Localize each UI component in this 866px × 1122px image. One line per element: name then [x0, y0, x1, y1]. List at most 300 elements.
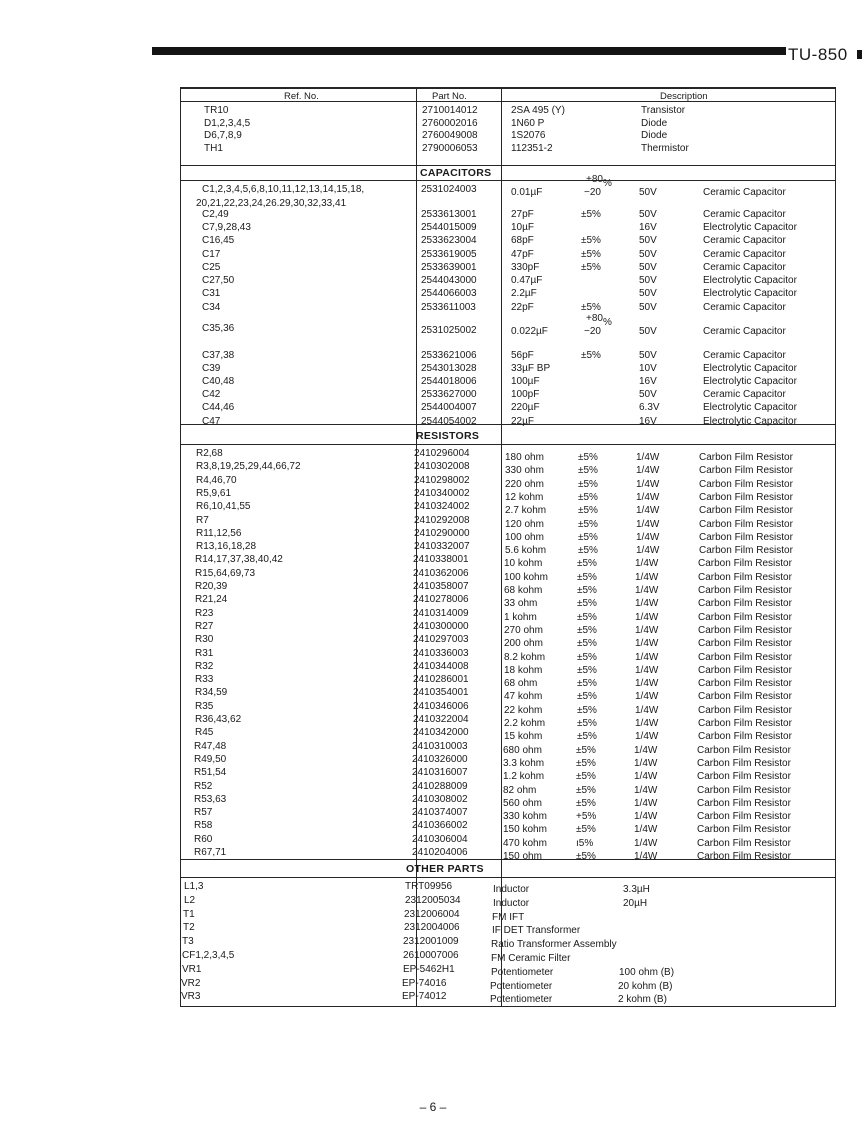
- component-value: 100µF: [511, 376, 540, 387]
- component-type: Transistor: [641, 105, 686, 116]
- table-row: [180, 234, 836, 247]
- voltage-rating: 50V: [639, 249, 657, 260]
- component-spec: 20 kohm (B): [618, 980, 673, 992]
- component-type: Carbon Film Resistor: [699, 478, 793, 490]
- component-type: Ceramic Capacitor: [703, 326, 786, 337]
- ref-no: C25: [202, 262, 221, 273]
- component-value: 47 kohm: [504, 691, 543, 703]
- part-no: 2410297003: [413, 634, 469, 646]
- component-value: 15 kohm: [504, 731, 543, 743]
- part-no: 2410362006: [413, 567, 469, 579]
- ref-no: R34,59: [195, 687, 228, 699]
- c1-ref-continuation: 20,21,22,23,24,26.29,30,32,33,41: [196, 198, 347, 209]
- part-no: 2410314009: [413, 607, 469, 619]
- ref-no: R45: [195, 727, 214, 739]
- ref-no: R52: [194, 780, 213, 792]
- wattage: 1/4W: [635, 624, 659, 636]
- tolerance: ±5%: [577, 704, 597, 716]
- component-type: Carbon Film Resistor: [697, 811, 791, 823]
- wattage: 1/4W: [635, 585, 659, 596]
- table-top-rule: [180, 87, 836, 89]
- ref-no: R5,9,61: [196, 487, 232, 499]
- table-row: [180, 633, 836, 650]
- part-no: TRT09956: [405, 881, 453, 892]
- tolerance: ±5%: [576, 771, 596, 783]
- component-type: Ceramic Capacitor: [703, 302, 786, 313]
- tolerance: ±5%: [577, 598, 597, 610]
- tolerance-percent: %: [603, 317, 612, 328]
- tolerance: ±5%: [581, 262, 601, 273]
- section-rule-other-bottom: [180, 877, 836, 878]
- ref-no: R7: [196, 514, 209, 526]
- table-row: [180, 963, 836, 976]
- table-row: [180, 313, 836, 337]
- wattage: 1/4W: [634, 837, 658, 849]
- part-no: 2410306004: [412, 833, 468, 845]
- component-value: 3.3 kohm: [503, 757, 545, 769]
- component-type: Carbon Film Resistor: [697, 824, 791, 836]
- component-type: Carbon Film Resistor: [699, 505, 793, 517]
- wattage: 1/4W: [634, 851, 658, 862]
- part-no: 2410316007: [412, 767, 468, 779]
- table-row: [180, 620, 836, 636]
- wattage: 1/4W: [635, 638, 659, 650]
- part-no: 2533611003: [421, 302, 476, 313]
- component-value: 2.2 kohm: [504, 718, 546, 729]
- ref-no: R36,43,62: [195, 714, 242, 725]
- component-value: 470 kohm: [503, 837, 547, 849]
- tolerance: ±5%: [576, 784, 596, 796]
- voltage-rating: 16V: [639, 416, 657, 427]
- part-no: 2410310003: [412, 740, 468, 752]
- page-number: – 6 –: [419, 1100, 447, 1114]
- part-no: 2610007006: [403, 950, 459, 961]
- part-no: 2410338001: [413, 554, 469, 566]
- component-type: Carbon Film Resistor: [699, 465, 793, 477]
- part-no: EP-74012: [402, 991, 447, 1003]
- table-row: [180, 388, 836, 401]
- ref-no: T3: [182, 936, 194, 948]
- component-type: Carbon Film Resistor: [697, 797, 791, 809]
- table-row: [180, 567, 836, 583]
- table-row: [180, 129, 836, 142]
- voltage-rating: 50V: [639, 288, 657, 299]
- part-no: 2410324002: [414, 501, 470, 513]
- table-row: [180, 660, 836, 676]
- component-type: Inductor: [493, 884, 530, 895]
- ref-no: C17: [202, 249, 221, 260]
- part-no: 2544054002: [421, 416, 477, 427]
- tolerance: ±5%: [576, 797, 596, 809]
- table-row: [180, 713, 836, 729]
- voltage-rating: 50V: [639, 326, 657, 337]
- component-type: Ceramic Capacitor: [703, 187, 786, 198]
- component-type: Potentiometer: [491, 966, 554, 978]
- component-type: Carbon Film Resistor: [699, 531, 793, 543]
- ref-no: C16,45: [202, 235, 235, 246]
- component-value: 2.7 kohm: [505, 505, 547, 517]
- component-value: 150 kohm: [503, 824, 547, 836]
- ref-no: R27: [195, 620, 214, 632]
- column-header-description: Description: [660, 91, 708, 102]
- wattage: 1/4W: [635, 731, 659, 743]
- part-no: 2531025002: [421, 325, 477, 336]
- ref-no: R11,12,56: [196, 527, 242, 539]
- component-value: 56pF: [511, 350, 534, 361]
- ref-no: L2: [184, 894, 196, 906]
- component-value: 330 ohm: [505, 465, 544, 477]
- part-no: 2410322004: [413, 714, 469, 725]
- component-spec: 2 kohm (B): [618, 994, 667, 1006]
- table-row: [180, 375, 836, 388]
- component-type: Carbon Film Resistor: [697, 851, 791, 862]
- ref-no: R60: [194, 833, 213, 845]
- tolerance: ±5%: [578, 531, 598, 543]
- table-row: [180, 287, 836, 300]
- ref-no: C1,2,3,4,5,6,8,10,11,12,13,14,15,18,: [202, 184, 365, 195]
- ref-no: R23: [195, 607, 214, 619]
- wattage: 1/4W: [635, 558, 659, 570]
- voltage-rating: 50V: [639, 209, 657, 220]
- table-row: [180, 553, 836, 570]
- table-row: [180, 514, 836, 530]
- part-no: 2410292008: [414, 514, 470, 526]
- voltage-rating: 16V: [639, 222, 657, 233]
- voltage-rating: 50V: [639, 389, 657, 400]
- part-no: EP-74016: [402, 977, 447, 989]
- component-value: 68pF: [511, 235, 534, 246]
- table-row: [180, 908, 836, 921]
- part-no: 2544004007: [421, 402, 477, 413]
- part-no: 2533621006: [421, 350, 477, 361]
- component-value: 22 kohm: [504, 704, 543, 716]
- component-spec: 20µH: [623, 897, 648, 909]
- tolerance: ±5%: [578, 478, 598, 490]
- table-row: [180, 753, 836, 769]
- component-value: 200 ohm: [504, 638, 543, 650]
- part-no: 2410290000: [414, 527, 470, 539]
- component-type: Potentiometer: [490, 980, 553, 992]
- part-no: 2410336003: [413, 647, 469, 659]
- ref-no: D1,2,3,4,5: [204, 117, 251, 129]
- table-row: [180, 104, 836, 117]
- component-type: Electrolytic Capacitor: [703, 363, 797, 374]
- part-no: 2533623004: [421, 235, 477, 246]
- part-no: 2312001009: [403, 936, 459, 948]
- table-row: [180, 977, 836, 990]
- wattage: 1/4W: [634, 771, 658, 783]
- part-no: 2790006053: [422, 142, 478, 154]
- tolerance: +5%: [576, 811, 597, 823]
- table-row: [180, 301, 836, 314]
- table-row: [180, 174, 836, 198]
- tolerance: ±5%: [577, 571, 597, 583]
- table-row: [180, 949, 836, 962]
- component-type: Ceramic Capacitor: [703, 350, 786, 361]
- part-no: 2410278006: [413, 594, 469, 606]
- tolerance-range: [582, 313, 612, 337]
- table-row: [180, 500, 836, 517]
- component-type: Ratio Transformer Assembly: [491, 939, 617, 951]
- ref-no: C37,38: [202, 350, 235, 361]
- ref-no: R51,54: [194, 767, 227, 779]
- wattage: 1/4W: [635, 691, 659, 703]
- component-value: 22pF: [511, 302, 534, 313]
- part-no: 2410302008: [414, 461, 470, 473]
- wattage: 1/4W: [636, 518, 660, 530]
- ref-no: R2,68: [196, 448, 223, 459]
- wattage: 1/4W: [635, 678, 659, 690]
- component-value: 5.6 kohm: [505, 545, 547, 557]
- component-type: Thermistor: [641, 142, 689, 154]
- component-type: Ceramic Capacitor: [703, 389, 786, 400]
- table-row: [180, 846, 836, 862]
- wattage: 1/4W: [636, 531, 660, 543]
- component-value: 82 ohm: [503, 784, 537, 796]
- part-no: 2543013028: [421, 363, 477, 374]
- voltage-rating: 16V: [639, 376, 657, 387]
- tolerance: ±5%: [577, 731, 597, 743]
- tolerance: ±5%: [581, 249, 601, 260]
- tolerance-percent: %: [603, 178, 612, 189]
- capacitors-heading: CAPACITORS: [420, 167, 492, 179]
- wattage: 1/4W: [636, 505, 660, 517]
- component-type: Carbon Film Resistor: [698, 624, 792, 636]
- component-value: 0.47µF: [511, 275, 543, 286]
- component-type: Carbon Film Resistor: [699, 545, 793, 557]
- component-type: Electrolytic Capacitor: [703, 222, 797, 233]
- wattage: 1/4W: [635, 598, 659, 610]
- ref-no: R21,24: [195, 594, 228, 606]
- wattage: 1/4W: [635, 664, 659, 676]
- component-type: Potentiometer: [490, 994, 553, 1006]
- ref-no: C2,49: [202, 209, 229, 220]
- table-row: [180, 647, 836, 663]
- component-type: Ceramic Capacitor: [703, 209, 786, 220]
- ref-no: R13,16,18,28: [196, 541, 257, 553]
- component-type: Inductor: [493, 897, 530, 909]
- component-type: FM Ceramic Filter: [491, 953, 571, 964]
- component-value: 112351-2: [511, 142, 553, 154]
- component-type: Carbon Film Resistor: [699, 518, 793, 530]
- tolerance: ±5%: [581, 350, 601, 361]
- component-type: Carbon Film Resistor: [697, 771, 791, 783]
- table-row: [180, 349, 836, 362]
- table-header-rule: [180, 101, 836, 102]
- component-type: Carbon Film Resistor: [698, 598, 792, 610]
- tolerance: ±5%: [577, 718, 597, 729]
- ref-no: R32: [195, 660, 214, 672]
- tolerance-lower: −20: [584, 326, 601, 337]
- ref-no: C40,48: [202, 376, 235, 387]
- table-row: [180, 487, 836, 503]
- tolerance: ı5%: [576, 837, 594, 849]
- ref-no: VR1: [182, 963, 202, 975]
- ref-no: C34: [202, 302, 221, 313]
- tolerance: ±5%: [578, 491, 598, 503]
- table-row: [180, 806, 836, 823]
- part-no: 2410308002: [412, 793, 468, 805]
- tolerance: ±5%: [578, 505, 598, 517]
- component-type: Ceramic Capacitor: [703, 235, 786, 246]
- component-type: FM IFT: [492, 911, 525, 923]
- column-header-ref: Ref. No.: [284, 91, 319, 102]
- voltage-rating: 10V: [639, 363, 657, 374]
- table-row: [180, 208, 836, 221]
- ref-no: R30: [195, 634, 214, 646]
- tolerance: ±5%: [577, 558, 597, 570]
- ref-no: R33: [195, 674, 214, 686]
- ref-no: L1,3: [184, 881, 204, 892]
- ref-no: CF1,2,3,4,5: [182, 950, 235, 961]
- voltage-rating: 50V: [639, 302, 657, 313]
- ref-no: C35,36: [202, 323, 235, 334]
- table-row: [180, 261, 836, 274]
- part-no: 2533613001: [421, 209, 477, 220]
- component-value: 100 kohm: [504, 571, 548, 583]
- wattage: 1/4W: [635, 704, 659, 716]
- model-title: TU-850: [788, 45, 848, 64]
- component-type: Electrolytic Capacitor: [703, 376, 797, 387]
- tolerance: ±5%: [577, 611, 597, 623]
- component-value: 680 ohm: [503, 744, 542, 756]
- table-row: [180, 474, 836, 490]
- header-bar-end: [857, 50, 862, 59]
- tolerance: ±5%: [578, 452, 598, 463]
- part-no: 2531024003: [421, 184, 477, 195]
- part-no: 2312004006: [404, 922, 460, 934]
- component-type: IF DET Transformer: [492, 925, 581, 937]
- table-row: [180, 607, 836, 623]
- component-value: 150 ohm: [503, 851, 542, 862]
- component-type: Carbon Film Resistor: [698, 571, 792, 583]
- ref-no: R4,46,70: [196, 474, 237, 486]
- component-type: Ceramic Capacitor: [703, 262, 786, 273]
- table-row: [180, 880, 836, 893]
- part-no: 2544066003: [421, 288, 477, 299]
- ref-no: T2: [183, 922, 195, 934]
- voltage-rating: 6.3V: [639, 402, 660, 413]
- part-no: 2410344008: [413, 660, 469, 672]
- wattage: 1/4W: [634, 797, 658, 809]
- tolerance: ±5%: [578, 465, 598, 477]
- wattage: 1/4W: [635, 651, 659, 663]
- part-no: 2312006004: [404, 908, 460, 920]
- wattage: 1/4W: [634, 784, 658, 796]
- part-no: 2410296004: [414, 448, 470, 459]
- table-row: [180, 740, 836, 756]
- part-no: 2544043000: [421, 275, 477, 286]
- ref-no: C42: [202, 389, 221, 400]
- tolerance: ±5%: [576, 744, 596, 756]
- part-no: 2312005034: [405, 894, 461, 906]
- wattage: 1/4W: [634, 824, 658, 836]
- component-value: 18 kohm: [504, 664, 543, 676]
- ref-no: R58: [194, 820, 213, 832]
- table-row: [180, 142, 836, 155]
- component-value: 10µF: [511, 222, 534, 233]
- component-value: 33 ohm: [504, 598, 538, 610]
- wattage: 1/4W: [635, 571, 659, 583]
- component-value: 220 ohm: [505, 478, 544, 490]
- voltage-rating: 50V: [639, 187, 657, 198]
- tolerance-upper: +80: [586, 174, 603, 185]
- voltage-rating: 50V: [639, 235, 657, 246]
- ref-no: C27,50: [202, 275, 235, 286]
- ref-no: VR2: [181, 977, 201, 989]
- component-type: Carbon Film Resistor: [698, 718, 792, 729]
- table-row: [180, 460, 836, 477]
- table-row: [180, 248, 836, 261]
- component-type: Carbon Film Resistor: [698, 638, 792, 650]
- ref-no: R31: [195, 647, 214, 659]
- part-no: 2410204006: [412, 847, 468, 858]
- table-row: [180, 935, 836, 951]
- component-value: 220µF: [511, 402, 540, 413]
- component-type: Carbon Film Resistor: [697, 757, 791, 769]
- tolerance: ±5%: [581, 209, 601, 220]
- table-row: [180, 117, 836, 130]
- tolerance: ±5%: [581, 235, 601, 246]
- part-no: 2410332007: [414, 541, 470, 553]
- ref-no: VR3: [181, 991, 201, 1003]
- voltage-rating: 50V: [639, 275, 657, 286]
- component-type: Carbon Film Resistor: [697, 744, 791, 756]
- component-value: 10 kohm: [504, 558, 543, 570]
- component-value: 47pF: [511, 249, 534, 260]
- table-row: [180, 833, 836, 849]
- table-row: [180, 362, 836, 375]
- ref-no: D6,7,8,9: [204, 130, 242, 141]
- component-type: Carbon Film Resistor: [698, 558, 792, 570]
- table-row: [180, 766, 836, 783]
- table-row: [180, 540, 836, 557]
- table-row: [180, 401, 836, 414]
- component-type: Electrolytic Capacitor: [703, 402, 797, 413]
- ref-no: R57: [194, 807, 213, 819]
- component-value: 68 ohm: [504, 678, 538, 690]
- ref-no: R47,48: [194, 740, 227, 752]
- component-value: 0.01µF: [511, 187, 543, 198]
- component-value: 33µF BP: [511, 363, 551, 374]
- component-spec: 100 ohm (B): [619, 966, 675, 978]
- section-rule-cap-top: [180, 165, 836, 166]
- component-value: 0.022µF: [511, 326, 548, 337]
- ref-no: R14,17,37,38,40,42: [195, 554, 283, 566]
- wattage: 1/4W: [636, 478, 660, 490]
- wattage: 1/4W: [636, 491, 660, 503]
- other-parts-heading: OTHER PARTS: [406, 863, 484, 875]
- component-value: 120 ohm: [505, 518, 544, 530]
- wattage: 1/4W: [636, 465, 660, 477]
- part-no: EP-5462H1: [403, 963, 455, 975]
- component-type: Diode: [641, 117, 668, 129]
- table-row: [180, 686, 836, 703]
- table-row: [180, 990, 836, 1006]
- part-no: 2410346006: [413, 700, 469, 712]
- voltage-rating: 50V: [639, 350, 657, 361]
- tolerance-lower: −20: [584, 187, 601, 198]
- component-value: 1N60 P: [511, 117, 545, 129]
- ref-no: R35: [195, 700, 214, 712]
- ref-no: T1: [183, 908, 195, 920]
- table-row: [180, 447, 836, 463]
- component-type: Carbon Film Resistor: [698, 664, 792, 676]
- ref-no: R15,64,69,73: [195, 567, 256, 579]
- part-no: 2533619005: [421, 249, 477, 260]
- wattage: 1/4W: [635, 611, 659, 623]
- component-type: Electrolytic Capacitor: [703, 275, 797, 286]
